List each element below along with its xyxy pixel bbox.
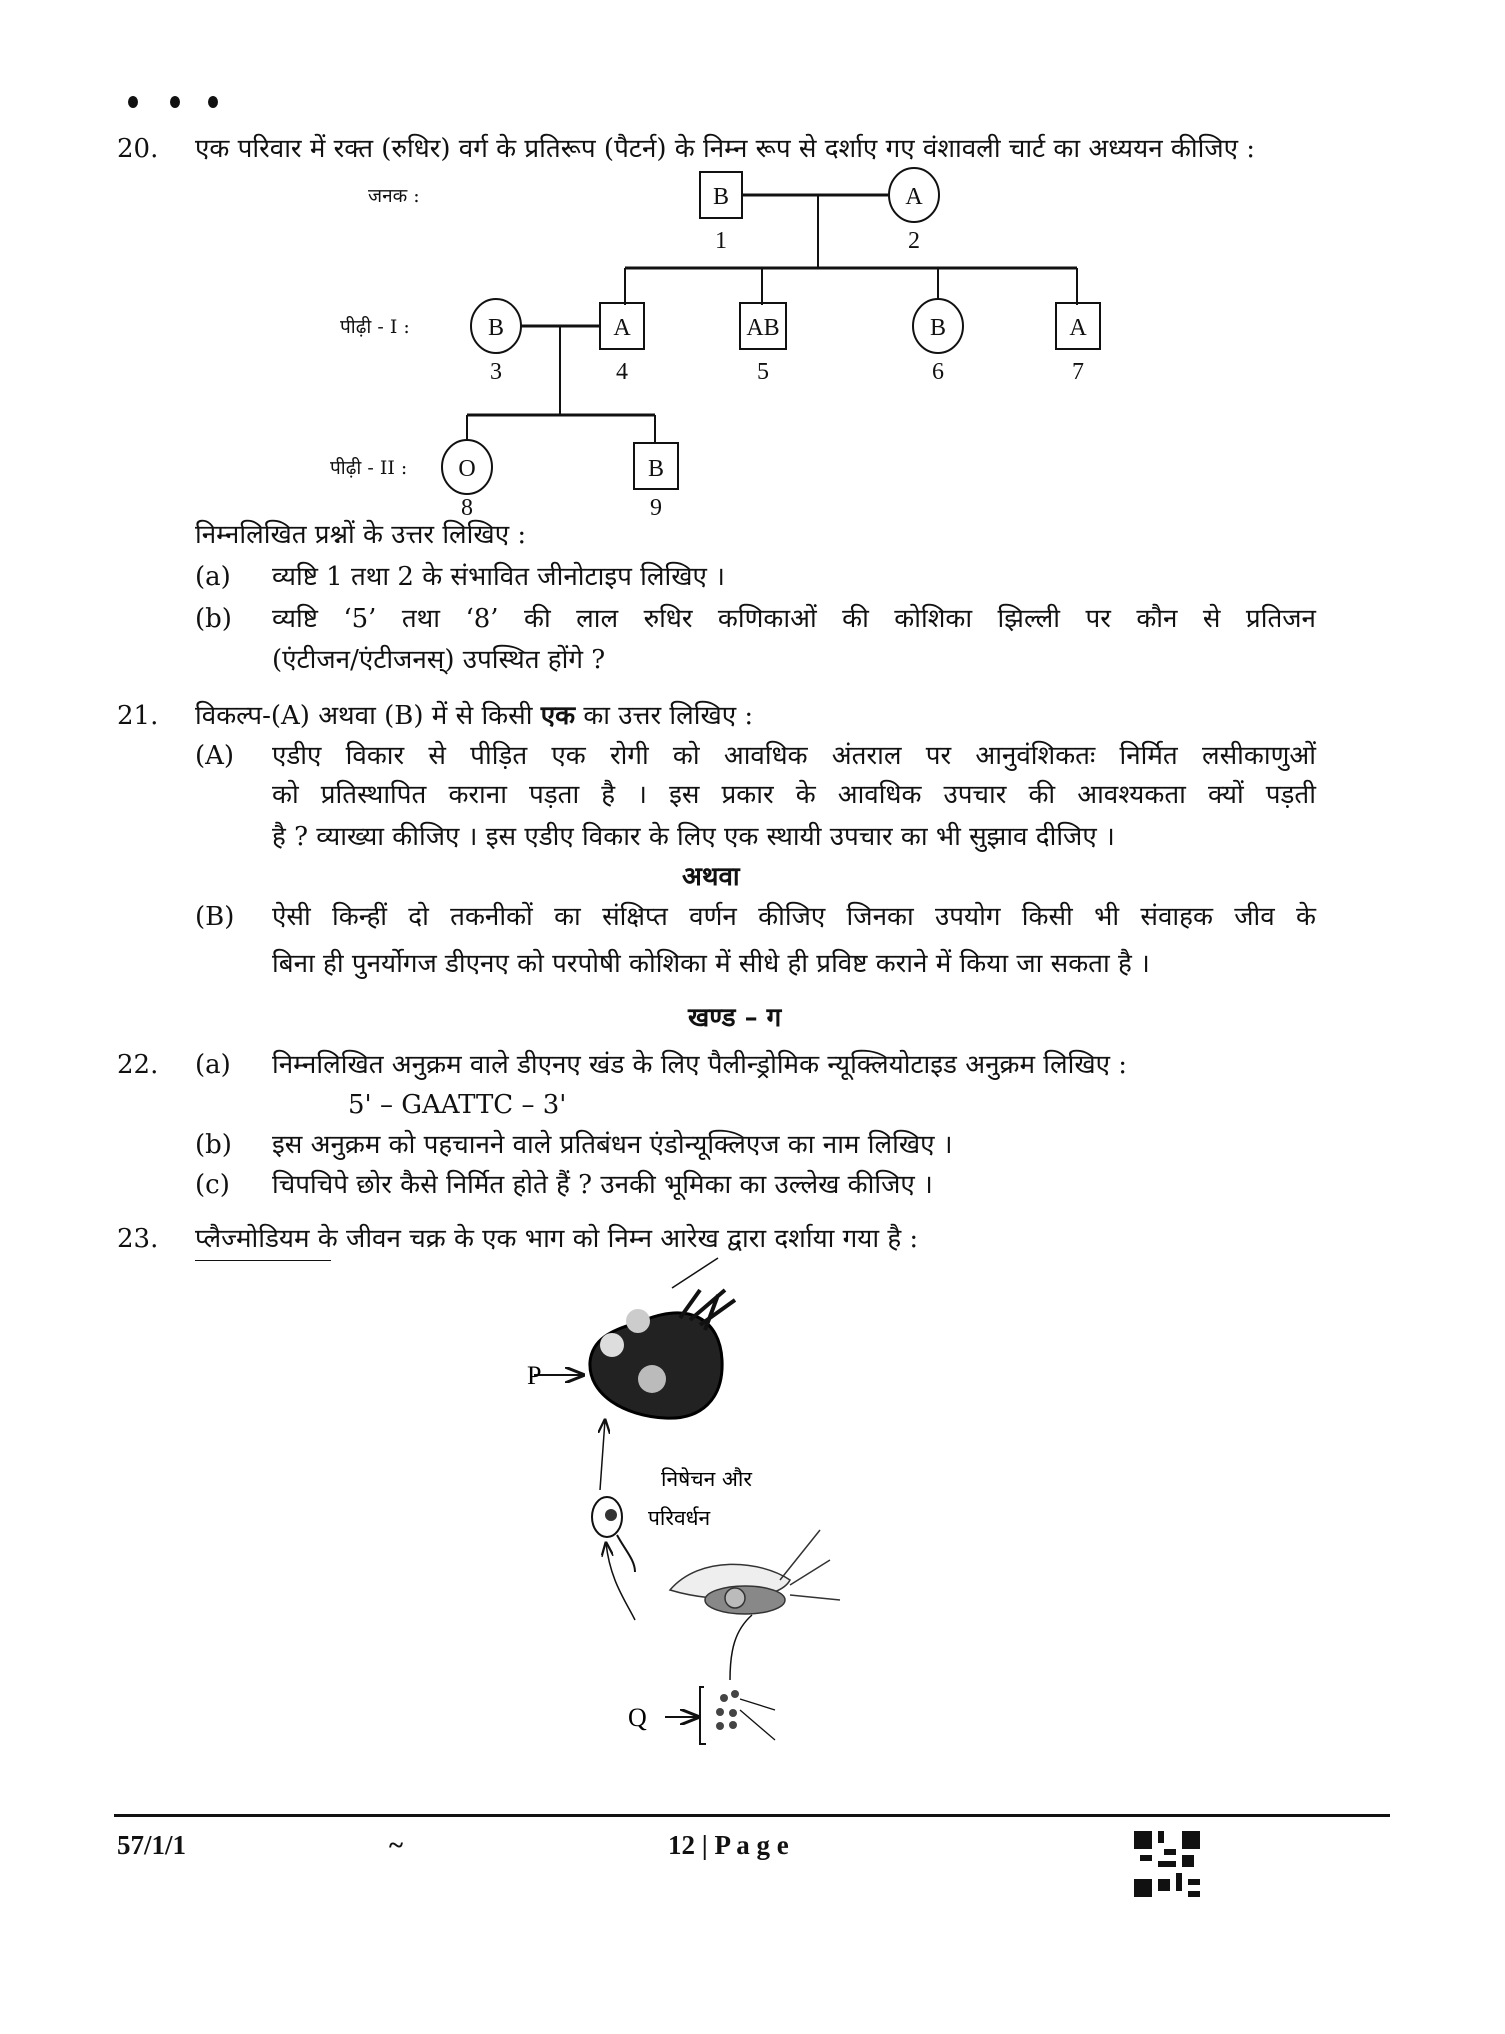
individual-number: 2: [908, 228, 920, 254]
option-label: (A): [195, 741, 235, 771]
parents-label: जनक :: [368, 185, 420, 207]
part-label: (b): [195, 1130, 232, 1160]
blood-group: A: [905, 184, 923, 210]
question-number: 22.: [117, 1050, 159, 1080]
sporozoites-icon: [716, 1690, 739, 1730]
stem-text: विकल्प-(A) अथवा (B) में से किसी: [195, 701, 541, 731]
part-text: व्यष्टि ‘5’ तथा ‘8’ की लाल रुधिर कणिकाओं की कोशिका झिल्ली पर कौन से प्रतिजन: [272, 604, 1316, 634]
individual-number: 3: [490, 359, 502, 385]
part-text: इस अनुक्रम को पहचानने वाले प्रतिबंधन एंडोन्यूक्लिएज का नाम लिखिए ।: [272, 1130, 953, 1160]
individual-number: 1: [715, 228, 727, 254]
blood-group: AB: [746, 315, 780, 341]
section-heading: खण्ड – ग: [688, 1003, 782, 1033]
blood-group: A: [613, 315, 631, 341]
individual-number: 5: [757, 359, 769, 385]
option-text: है ? व्याख्या कीजिए । इस एडीए विकार के लिए एक स्थायी उपचार का भी सुझाव दीजिए ।: [272, 822, 1115, 852]
individual-number: 6: [932, 359, 944, 385]
blood-group: B: [712, 184, 730, 210]
option-text: बिना ही पुनर्योगज डीएनए को परपोषी कोशिका में सीधे ही प्रविष्ट कराने में किया जा सकता है ।: [272, 949, 1150, 979]
blood-group: B: [647, 456, 665, 482]
part-label: (b): [195, 604, 232, 634]
oocyst-icon: [590, 1258, 735, 1418]
tilde-mark: ~: [389, 1830, 404, 1860]
stem-text: का उत्तर लिखिए :: [575, 701, 754, 731]
question-number: 23.: [117, 1224, 159, 1254]
part-label: (a): [195, 562, 231, 592]
question-stem: प्लैज्मोडियम के जीवन चक्र के एक भाग को निम्न आरेख द्वारा दर्शाया गया है :: [195, 1224, 919, 1254]
footer-divider: [114, 1814, 1390, 1817]
blood-group: O: [458, 456, 476, 482]
generation-1-label: पीढ़ी - I :: [340, 316, 410, 338]
dna-sequence: 5' – GAATTC – 3': [348, 1090, 567, 1120]
label-p: P: [527, 1361, 542, 1390]
stem-emphasis: एक: [540, 701, 576, 731]
part-label: (c): [195, 1170, 230, 1200]
caption: परिवर्धन: [648, 1506, 711, 1530]
ookinete-icon: [592, 1497, 635, 1572]
label-q: Q: [628, 1703, 647, 1732]
mosquito-icon: [670, 1530, 840, 1614]
pedigree-chart: [0, 0, 1505, 540]
part-label: (a): [195, 1050, 231, 1080]
individual-number: 4: [616, 359, 628, 385]
part-text: चिपचिपे छोर कैसे निर्मित होते हैं ? उनकी भूमिका का उल्लेख कीजिए ।: [272, 1170, 933, 1200]
or-divider: अथवा: [682, 862, 740, 892]
part-text: निम्नलिखित अनुक्रम वाले डीएनए खंड के लिए पैलीन्ड्रोमिक न्यूक्लियोटाइड अनुक्रम लिखिए :: [272, 1050, 1128, 1080]
question-stem: एक परिवार में रक्त (रुधिर) वर्ग के प्रतिरूप (पैटर्न) के निम्न रूप से दर्शाए गए वंशावली चार्ट का अध्ययन कीजिए :: [195, 134, 1256, 164]
question-number: 20.: [117, 134, 159, 164]
option-text: ऐसी किन्हीं दो तकनीकों का संक्षिप्त वर्णन कीजिए जिनका उपयोग किसी भी संवाहक जीव के: [272, 902, 1316, 932]
blood-group: B: [487, 315, 505, 341]
individual-number: 8: [461, 495, 473, 521]
underline: [195, 1260, 331, 1261]
individual-number: 9: [650, 495, 662, 521]
individual-number: 7: [1072, 359, 1084, 385]
part-text: व्यष्टि 1 तथा 2 के संभावित जीनोटाइप लिखिए ।: [272, 562, 725, 592]
blood-group: B: [929, 315, 947, 341]
question-number: 21.: [117, 701, 159, 731]
paper-code: 57/1/1: [117, 1830, 187, 1860]
qr-code-icon: [1134, 1831, 1200, 1897]
caption: निषेचन और: [661, 1467, 752, 1491]
question-stem: [195, 699, 753, 733]
instruction: निम्नलिखित प्रश्नों के उत्तर लिखिए :: [195, 520, 527, 550]
page-number: 12 | P a g e: [668, 1830, 789, 1860]
part-text-continued: (एंटीजन/एंटीजनस्) उपस्थित होंगे ?: [272, 645, 606, 675]
option-text: एडीए विकार से पीड़ित एक रोगी को आवधिक अंतराल पर आनुवंशिकतः निर्मित लसीकाणुओं: [272, 741, 1316, 771]
blood-group: A: [1069, 315, 1087, 341]
option-text: को प्रतिस्थापित कराना पड़ता है । इस प्रकार के आवधिक उपचार की आवश्यकता क्यों पड़ती: [272, 780, 1316, 810]
option-label: (B): [195, 902, 235, 932]
generation-2-label: पीढ़ी - II :: [330, 457, 408, 479]
